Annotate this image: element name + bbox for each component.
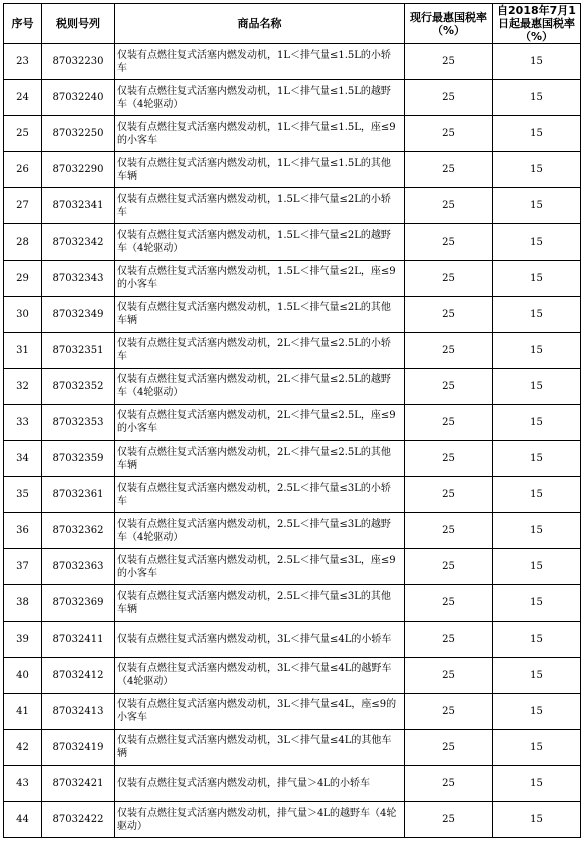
- header-name: 商品名称: [115, 4, 405, 44]
- name-cell: [115, 621, 405, 657]
- code-cell: 87032349: [42, 296, 115, 332]
- name-cell: [115, 801, 405, 837]
- seq-cell: 39: [4, 621, 42, 657]
- name-cell: [115, 80, 405, 116]
- name-text: 仅装有点燃往复式活塞内燃发动机，2L＜排气量≤2.5L的其他车辆: [117, 446, 391, 471]
- name-text: 仅装有点燃往复式活塞内燃发动机，1.5L＜排气量≤2L的越野车（4轮驱动）: [117, 230, 391, 255]
- header-current-rate: 现行最惠国税率（%）: [405, 4, 493, 44]
- seq-cell: 23: [4, 44, 42, 80]
- current-rate-cell: 25: [405, 441, 493, 477]
- table-header-row: [4, 4, 581, 44]
- code-cell: 87032343: [42, 260, 115, 296]
- seq-cell: 30: [4, 296, 42, 332]
- current-rate-cell: 25: [405, 260, 493, 296]
- new-rate-cell: 15: [493, 188, 581, 224]
- current-rate-cell: 25: [405, 477, 493, 513]
- new-rate-cell: 15: [493, 332, 581, 368]
- name-cell: [115, 188, 405, 224]
- seq-cell: 44: [4, 801, 42, 837]
- name-cell: [115, 260, 405, 296]
- seq-cell: 35: [4, 477, 42, 513]
- code-cell: 87032353: [42, 404, 115, 440]
- new-rate-cell: 15: [493, 404, 581, 440]
- table-row: [4, 152, 581, 188]
- seq-cell: 29: [4, 260, 42, 296]
- new-rate-cell: 15: [493, 44, 581, 80]
- code-cell: 87032419: [42, 729, 115, 765]
- seq-cell: 40: [4, 657, 42, 693]
- table-row: [4, 729, 581, 765]
- code-cell: 87032412: [42, 657, 115, 693]
- name-text: 仅装有点燃往复式活塞内燃发动机，2.5L＜排气量≤3L，座≤9的小客车: [117, 554, 396, 579]
- code-cell: 87032342: [42, 224, 115, 260]
- current-rate-cell: 25: [405, 404, 493, 440]
- seq-cell: 41: [4, 693, 42, 729]
- table-row: [4, 368, 581, 404]
- table-row: [4, 657, 581, 693]
- current-rate-cell: 25: [405, 765, 493, 801]
- new-rate-cell: 15: [493, 621, 581, 657]
- current-rate-cell: 25: [405, 513, 493, 549]
- seq-cell: 26: [4, 152, 42, 188]
- table-row: [4, 116, 581, 152]
- table-body: [4, 44, 581, 838]
- current-rate-cell: 25: [405, 224, 493, 260]
- current-rate-cell: 25: [405, 729, 493, 765]
- code-cell: 87032240: [42, 80, 115, 116]
- current-rate-cell: 25: [405, 296, 493, 332]
- new-rate-cell: 15: [493, 224, 581, 260]
- name-text: 仅装有点燃往复式活塞内燃发动机，2L＜排气量≤2.5L，座≤9的小客车: [117, 410, 396, 435]
- table-row: [4, 513, 581, 549]
- seq-cell: 25: [4, 116, 42, 152]
- name-text: 仅装有点燃往复式活塞内燃发动机，3L＜排气量≤4L的其他车辆: [117, 735, 392, 760]
- current-rate-cell: 25: [405, 621, 493, 657]
- name-text: 仅装有点燃往复式活塞内燃发动机，1.5L＜排气量≤2L的小轿车: [117, 193, 391, 218]
- table-row: [4, 332, 581, 368]
- current-rate-cell: 25: [405, 657, 493, 693]
- current-rate-cell: 25: [405, 80, 493, 116]
- table-row: [4, 621, 581, 657]
- seq-cell: 32: [4, 368, 42, 404]
- new-rate-cell: 15: [493, 80, 581, 116]
- seq-cell: 33: [4, 404, 42, 440]
- name-text: 仅装有点燃往复式活塞内燃发动机，2L＜排气量≤2.5L的越野车（4轮驱动）: [117, 374, 391, 399]
- current-rate-cell: 25: [405, 152, 493, 188]
- current-rate-cell: 25: [405, 585, 493, 621]
- table-row: [4, 765, 581, 801]
- table-row: [4, 80, 581, 116]
- seq-cell: 37: [4, 549, 42, 585]
- header-code: 税则号列: [42, 4, 115, 44]
- name-text: 仅装有点燃往复式活塞内燃发动机，3L＜排气量≤4L的小轿车: [117, 633, 392, 645]
- new-rate-cell: 15: [493, 513, 581, 549]
- name-text: 仅装有点燃往复式活塞内燃发动机，1L＜排气量≤1.5L的小轿车: [117, 49, 391, 74]
- seq-cell: 31: [4, 332, 42, 368]
- code-cell: 87032290: [42, 152, 115, 188]
- name-cell: [115, 549, 405, 585]
- seq-cell: 24: [4, 80, 42, 116]
- code-cell: 87032362: [42, 513, 115, 549]
- current-rate-cell: 25: [405, 368, 493, 404]
- code-cell: 87032411: [42, 621, 115, 657]
- name-text: 仅装有点燃往复式活塞内燃发动机，3L＜排气量≤4L的越野车（4轮驱动）: [117, 663, 392, 688]
- name-cell: [115, 152, 405, 188]
- code-cell: 87032351: [42, 332, 115, 368]
- name-text: 仅装有点燃往复式活塞内燃发动机，2.5L＜排气量≤3L的越野车（4轮驱动）: [117, 518, 391, 543]
- new-rate-cell: 15: [493, 152, 581, 188]
- code-cell: 87032359: [42, 441, 115, 477]
- name-text: 仅装有点燃往复式活塞内燃发动机，1L＜排气量≤1.5L的其他车辆: [117, 157, 391, 182]
- table-row: [4, 260, 581, 296]
- new-rate-cell: 15: [493, 801, 581, 837]
- seq-cell: 38: [4, 585, 42, 621]
- new-rate-cell: 15: [493, 585, 581, 621]
- name-text: 仅装有点燃往复式活塞内燃发动机，2.5L＜排气量≤3L的小轿车: [117, 482, 391, 507]
- new-rate-cell: 15: [493, 296, 581, 332]
- name-cell: [115, 513, 405, 549]
- code-cell: 87032413: [42, 693, 115, 729]
- name-cell: [115, 441, 405, 477]
- seq-cell: 42: [4, 729, 42, 765]
- seq-cell: 36: [4, 513, 42, 549]
- header-new-rate: 自2018年7月1日起最惠国税率（%）: [493, 4, 581, 44]
- table-row: [4, 224, 581, 260]
- table-row: [4, 296, 581, 332]
- name-text: 仅装有点燃往复式活塞内燃发动机，1L＜排气量≤1.5L的越野车（4轮驱动）: [117, 85, 391, 110]
- tariff-table: [3, 3, 581, 838]
- name-text: 仅装有点燃往复式活塞内燃发动机，1L＜排气量≤1.5L，座≤9的小客车: [117, 121, 396, 146]
- seq-cell: 28: [4, 224, 42, 260]
- current-rate-cell: 25: [405, 332, 493, 368]
- code-cell: 87032361: [42, 477, 115, 513]
- new-rate-cell: 15: [493, 441, 581, 477]
- name-text: 仅装有点燃往复式活塞内燃发动机，1.5L＜排气量≤2L，座≤9的小客车: [117, 266, 396, 291]
- table-row: [4, 404, 581, 440]
- name-cell: [115, 477, 405, 513]
- new-rate-cell: 15: [493, 477, 581, 513]
- name-cell: [115, 44, 405, 80]
- current-rate-cell: 25: [405, 549, 493, 585]
- seq-cell: 43: [4, 765, 42, 801]
- new-rate-cell: 15: [493, 765, 581, 801]
- table-row: [4, 801, 581, 837]
- new-rate-cell: 15: [493, 729, 581, 765]
- new-rate-cell: 15: [493, 693, 581, 729]
- name-text: 仅装有点燃往复式活塞内燃发动机，2L＜排气量≤2.5L的小轿车: [117, 338, 391, 363]
- code-cell: 87032369: [42, 585, 115, 621]
- name-cell: [115, 224, 405, 260]
- current-rate-cell: 25: [405, 116, 493, 152]
- name-text: 仅装有点燃往复式活塞内燃发动机，3L＜排气量≤4L，座≤9的小客车: [117, 699, 397, 724]
- new-rate-cell: 15: [493, 549, 581, 585]
- table-row: [4, 441, 581, 477]
- name-cell: [115, 332, 405, 368]
- code-cell: 87032421: [42, 765, 115, 801]
- table-row: [4, 188, 581, 224]
- name-cell: [115, 368, 405, 404]
- current-rate-cell: 25: [405, 693, 493, 729]
- code-cell: 87032422: [42, 801, 115, 837]
- name-cell: [115, 729, 405, 765]
- table-row: [4, 693, 581, 729]
- current-rate-cell: 25: [405, 44, 493, 80]
- name-cell: [115, 585, 405, 621]
- code-cell: 87032250: [42, 116, 115, 152]
- name-cell: [115, 765, 405, 801]
- new-rate-cell: 15: [493, 368, 581, 404]
- current-rate-cell: 25: [405, 188, 493, 224]
- name-text: 仅装有点燃往复式活塞内燃发动机，2.5L＜排气量≤3L的其他车辆: [117, 590, 391, 615]
- name-cell: [115, 296, 405, 332]
- new-rate-cell: 15: [493, 657, 581, 693]
- name-text: 仅装有点燃往复式活塞内燃发动机，排气量＞4L的越野车（4轮驱动）: [117, 807, 397, 832]
- new-rate-cell: 15: [493, 116, 581, 152]
- table-row: [4, 549, 581, 585]
- table-row: [4, 477, 581, 513]
- seq-cell: 27: [4, 188, 42, 224]
- table-row: [4, 44, 581, 80]
- name-cell: [115, 404, 405, 440]
- new-rate-cell: 15: [493, 260, 581, 296]
- code-cell: 87032363: [42, 549, 115, 585]
- name-cell: [115, 693, 405, 729]
- seq-cell: 34: [4, 441, 42, 477]
- name-text: 仅装有点燃往复式活塞内燃发动机，排气量＞4L的小轿车: [117, 777, 371, 789]
- name-cell: [115, 116, 405, 152]
- code-cell: 87032352: [42, 368, 115, 404]
- table-row: [4, 585, 581, 621]
- name-text: 仅装有点燃往复式活塞内燃发动机，1.5L＜排气量≤2L的其他车辆: [117, 302, 391, 327]
- code-cell: 87032230: [42, 44, 115, 80]
- current-rate-cell: 25: [405, 801, 493, 837]
- name-cell: [115, 657, 405, 693]
- header-seq: 序号: [4, 4, 42, 44]
- code-cell: 87032341: [42, 188, 115, 224]
